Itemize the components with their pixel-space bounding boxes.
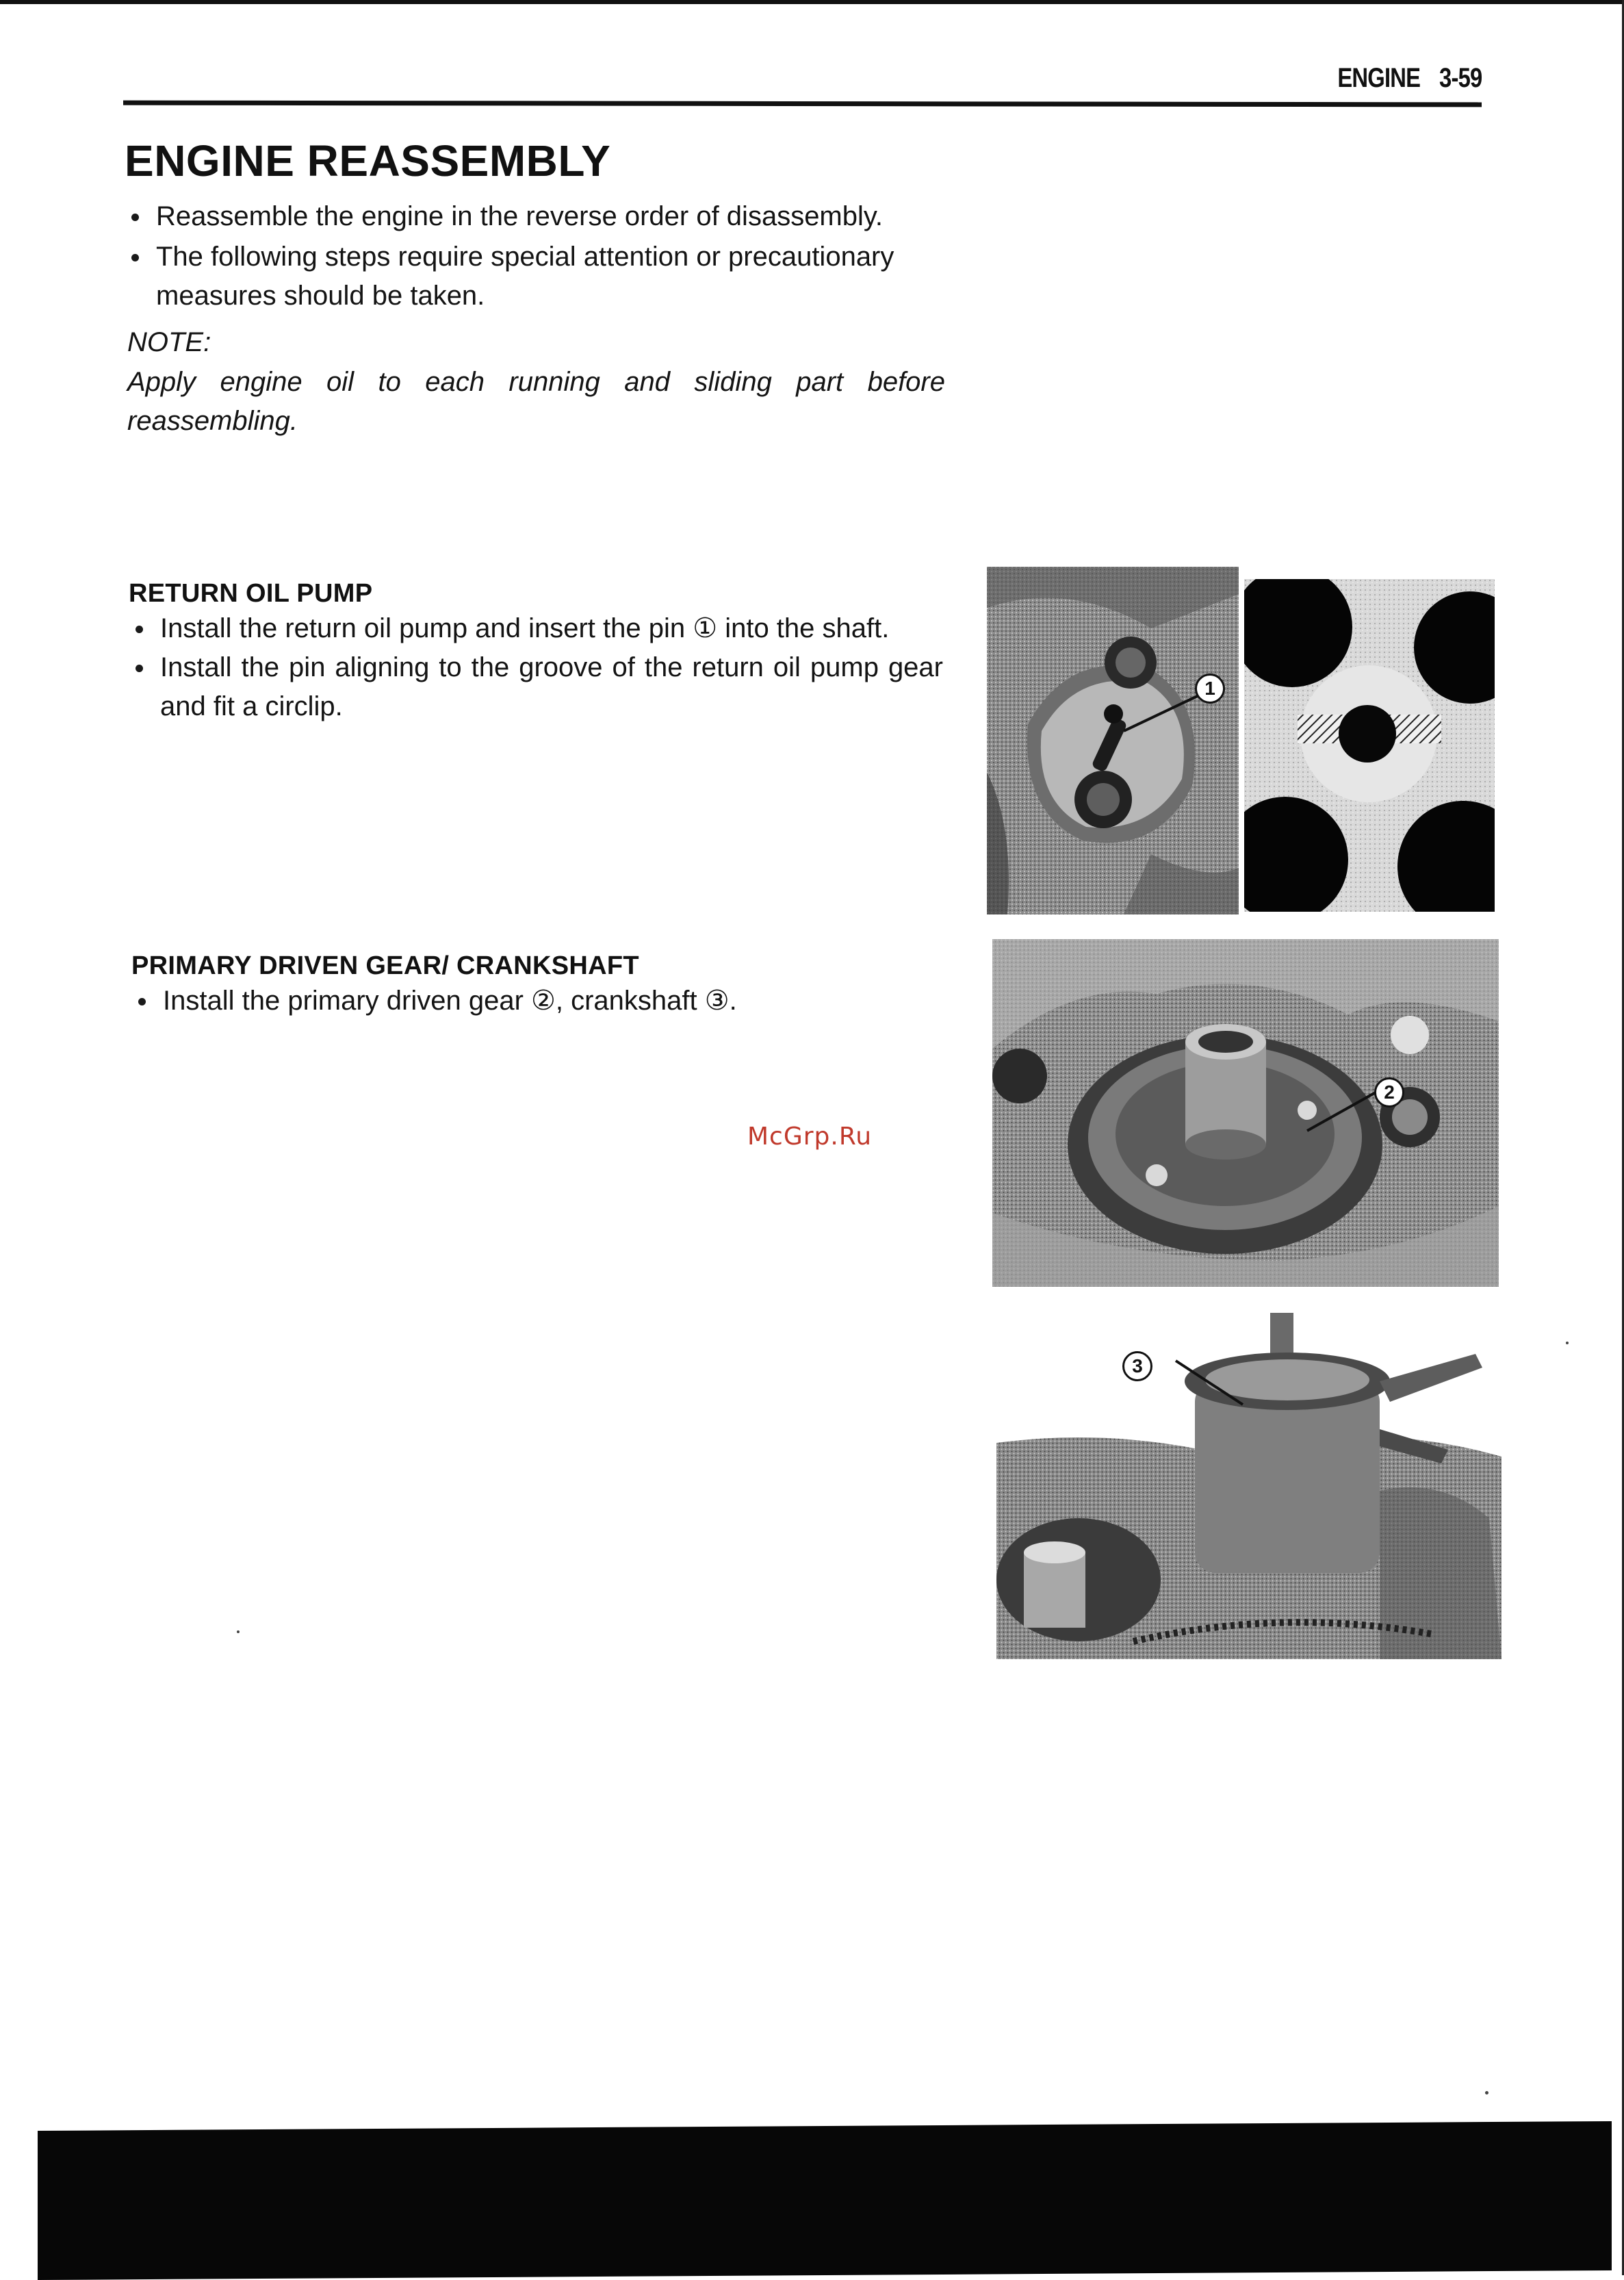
scan-speck bbox=[1485, 2091, 1488, 2095]
step-item: Install the pin aligning to the groove of the return oil pump gear and fit a circlip. bbox=[131, 648, 943, 726]
page-title: ENGINE REASSEMBLY bbox=[125, 136, 611, 185]
oil-pump-gear-groove-photo bbox=[1244, 579, 1495, 912]
scan-bottom-edge bbox=[38, 2121, 1612, 2280]
running-header bbox=[1337, 63, 1482, 94]
note-text: Apply engine oil to each running and sliding part before reassembling. bbox=[127, 367, 945, 436]
header-page-number: 3-59 bbox=[1439, 63, 1482, 93]
section-heading-primary-driven-gear: PRIMARY DRIVEN GEAR/ CRANKSHAFT bbox=[131, 951, 639, 980]
header-section-name: ENGINE bbox=[1337, 63, 1420, 93]
callout-pin: 1 bbox=[1195, 674, 1225, 704]
scan-speck bbox=[1566, 1342, 1569, 1344]
scan-speck bbox=[237, 1630, 240, 1633]
scan-top-edge bbox=[0, 0, 1624, 4]
crankshaft-photo bbox=[996, 1313, 1501, 1659]
step-item: Install the return oil pump and insert the pin ① into the shaft. bbox=[131, 609, 943, 648]
callout-crankshaft: 3 bbox=[1122, 1351, 1152, 1381]
return-oil-pump-steps bbox=[131, 609, 943, 726]
intro-bullet: The following steps require special attention or precautionary measures should be taken. bbox=[127, 238, 977, 316]
primary-driven-gear-steps bbox=[134, 982, 946, 1021]
note-label: NOTE: bbox=[127, 327, 211, 357]
oil-pump-photo bbox=[987, 567, 1239, 914]
intro-bullet-list bbox=[127, 197, 949, 317]
callout-primary-driven-gear: 2 bbox=[1374, 1077, 1404, 1107]
header-rule bbox=[123, 101, 1482, 107]
section-heading-return-oil-pump: RETURN OIL PUMP bbox=[129, 579, 373, 608]
primary-driven-gear-photo bbox=[992, 939, 1499, 1287]
watermark: McGrp.Ru bbox=[747, 1123, 873, 1151]
intro-bullet: Reassemble the engine in the reverse order of disassembly. bbox=[127, 197, 949, 236]
step-item: Install the primary driven gear ②, crankshaft ③. bbox=[134, 982, 946, 1021]
